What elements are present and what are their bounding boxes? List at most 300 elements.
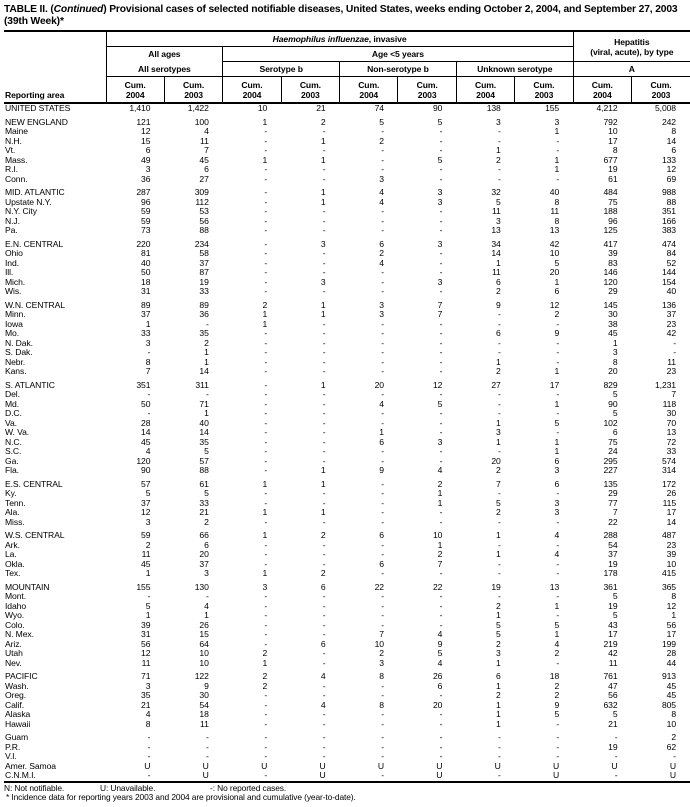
value-cell: - — [439, 215, 443, 226]
value-cell: 178 — [603, 568, 618, 579]
value-cell: - — [381, 478, 384, 489]
value-cell: - — [381, 751, 384, 762]
table-row — [4, 287, 690, 297]
value-cell: - — [147, 591, 151, 602]
value-cell: - — [381, 591, 384, 602]
value-cell: 17 — [608, 629, 618, 640]
value-cell: 6 — [612, 427, 618, 438]
value-cell: 805 — [661, 699, 676, 710]
notifiable-diseases-table — [4, 30, 690, 783]
value-cell: 383 — [661, 225, 676, 236]
value-cell: 2 — [554, 690, 560, 701]
value-cell: 33 — [199, 497, 209, 508]
table-row — [4, 226, 690, 236]
value-cell: - — [264, 145, 268, 156]
value-cell: 4 — [379, 398, 384, 409]
value-cell: 3 — [379, 299, 384, 310]
reporting-area-cell: P.R. — [5, 741, 21, 752]
table-row — [4, 188, 690, 198]
value-cell: 1 — [262, 154, 268, 165]
value-cell: 1 — [496, 417, 501, 428]
reporting-area-cell: Utah — [5, 648, 23, 659]
value-cell: - — [556, 318, 560, 329]
value-cell: 12 — [432, 379, 443, 390]
value-cell: - — [556, 347, 560, 358]
value-cell: 2 — [145, 539, 151, 550]
reporting-area-cell: Alaska — [5, 709, 31, 720]
reporting-area-cell: Tex. — [5, 568, 21, 579]
table-row — [4, 268, 690, 278]
value-cell: - — [381, 164, 384, 175]
value-cell: 3 — [379, 657, 384, 668]
reporting-area-cell: D.C. — [5, 408, 22, 419]
value-cell: - — [264, 196, 268, 207]
value-cell: 309 — [194, 187, 209, 198]
value-cell: 4 — [437, 657, 443, 668]
unknown-serotype-header: Unknown serotype — [456, 62, 573, 77]
value-cell: 3 — [320, 276, 326, 287]
value-cell: - — [439, 328, 443, 339]
value-cell: 133 — [661, 154, 676, 165]
value-cell: 1 — [496, 709, 501, 720]
value-cell: 14 — [666, 516, 676, 527]
value-cell: 2 — [496, 366, 501, 377]
value-cell: - — [322, 718, 326, 729]
value-cell: 11 — [492, 267, 501, 278]
value-cell: - — [264, 347, 268, 358]
value-cell: 8 — [671, 709, 676, 720]
value-cell: 3 — [145, 680, 151, 691]
value-cell: 1 — [320, 196, 326, 207]
value-cell: - — [497, 568, 501, 579]
value-cell: 20 — [608, 366, 618, 377]
value-cell: 88 — [666, 196, 676, 207]
value-cell: 761 — [603, 671, 618, 682]
value-cell: 5 — [554, 257, 560, 268]
reporting-area-cell: Kans. — [5, 366, 27, 377]
value-cell: - — [322, 427, 326, 438]
value-cell: 3 — [496, 648, 501, 659]
value-cell: 28 — [666, 648, 676, 659]
value-cell: - — [556, 732, 560, 743]
value-cell: - — [381, 318, 384, 329]
value-cell: 27 — [491, 379, 501, 390]
value-cell: - — [322, 436, 326, 447]
value-cell: 295 — [603, 455, 618, 466]
table-row — [4, 367, 690, 377]
value-cell: 632 — [603, 699, 618, 710]
value-cell: 188 — [603, 206, 618, 217]
value-cell: 20 — [199, 549, 209, 560]
cum-2004-header: Cum. 2004 — [573, 77, 631, 104]
value-cell: - — [673, 751, 676, 762]
value-cell: 1 — [320, 465, 326, 476]
value-cell: 14 — [666, 135, 676, 146]
cum-2004-header: Cum. 2004 — [340, 77, 398, 104]
value-cell: 2 — [437, 549, 443, 560]
value-cell: 8 — [554, 215, 560, 226]
value-cell: - — [206, 741, 209, 752]
value-cell: 1 — [262, 478, 268, 489]
value-cell: 1 — [496, 610, 501, 621]
value-cell: 219 — [603, 638, 618, 649]
cum-2003-header: Cum. 2003 — [515, 77, 573, 104]
value-cell: 15 — [141, 135, 151, 146]
table-row — [4, 560, 690, 570]
value-cell: 220 — [136, 238, 151, 249]
value-cell: - — [381, 718, 384, 729]
table-row — [4, 329, 690, 339]
reporting-area-cell: N.J. — [5, 215, 20, 226]
value-cell: 39 — [666, 549, 676, 560]
value-cell: U — [494, 760, 501, 771]
reporting-area-cell: E.N. CENTRAL — [5, 238, 64, 249]
value-cell: 34 — [491, 238, 501, 249]
value-cell: - — [439, 173, 443, 184]
value-cell: - — [206, 318, 209, 329]
value-cell: 28 — [141, 417, 151, 428]
value-cell: 1 — [204, 408, 209, 419]
value-cell: - — [381, 497, 384, 508]
value-cell: 115 — [662, 497, 676, 508]
reporting-area-cell: Mo. — [5, 328, 20, 339]
value-cell: 73 — [141, 225, 151, 236]
value-cell: 19 — [608, 558, 618, 569]
value-cell: - — [381, 328, 384, 339]
value-cell: - — [497, 389, 501, 400]
table-row — [4, 320, 690, 330]
value-cell: - — [381, 690, 384, 701]
reporting-area-cell: S.C. — [5, 446, 22, 457]
reporting-area-cell: Ariz. — [5, 638, 22, 649]
value-cell: 17 — [666, 629, 676, 640]
value-cell: 9 — [204, 680, 209, 691]
value-cell: - — [264, 408, 268, 419]
value-cell: 10 — [666, 558, 676, 569]
value-cell: 12 — [549, 299, 560, 310]
value-cell: - — [264, 741, 268, 752]
value-cell: - — [439, 135, 443, 146]
value-cell: 677 — [603, 154, 618, 165]
value-cell: 6 — [379, 530, 384, 541]
table-row — [4, 630, 690, 640]
value-cell: 351 — [661, 206, 676, 217]
value-cell: 54 — [608, 539, 618, 550]
value-cell: - — [264, 600, 268, 611]
value-cell: - — [381, 488, 384, 499]
value-cell: - — [497, 164, 501, 175]
value-cell: 144 — [661, 267, 676, 278]
reporting-area-cell: Wash. — [5, 680, 29, 691]
value-cell: 6 — [554, 478, 560, 489]
reporting-area-cell: Ky. — [5, 488, 17, 499]
value-cell: - — [556, 751, 560, 762]
value-cell: 8 — [145, 718, 151, 729]
value-cell: 7 — [671, 389, 676, 400]
value-cell: - — [439, 366, 443, 377]
value-cell: 4 — [204, 126, 209, 137]
value-cell: 4 — [554, 638, 560, 649]
value-cell: - — [381, 154, 384, 165]
value-cell: - — [206, 732, 209, 743]
value-cell: 42 — [666, 328, 676, 339]
value-cell: - — [556, 558, 560, 569]
value-cell: 7 — [379, 629, 384, 640]
value-cell: 135 — [603, 478, 618, 489]
value-cell: 122 — [194, 671, 209, 682]
value-cell: 1 — [496, 549, 501, 560]
value-cell: 3 — [554, 507, 560, 518]
value-cell: 121 — [136, 116, 151, 127]
value-cell: - — [264, 455, 268, 466]
value-cell: - — [497, 337, 501, 348]
value-cell: 12 — [141, 507, 151, 518]
value-cell: 1 — [671, 610, 676, 621]
reporting-area-cell: C.N.M.I. — [4, 771, 106, 782]
value-cell: 1 — [554, 154, 560, 165]
value-cell: 13 — [549, 581, 560, 592]
value-cell: - — [322, 286, 326, 297]
value-cell: 4 — [437, 465, 443, 476]
value-cell: 6 — [496, 328, 501, 339]
table-body — [4, 103, 690, 782]
table-row — [4, 682, 690, 692]
value-cell: 120 — [136, 455, 151, 466]
value-cell: 3 — [145, 516, 151, 527]
value-cell: 1 — [554, 446, 560, 457]
value-cell: - — [264, 398, 268, 409]
value-cell: 12 — [141, 648, 151, 659]
value-cell: U — [436, 760, 443, 771]
value-cell: 18 — [141, 276, 151, 287]
value-cell: - — [381, 446, 384, 457]
reporting-area-cell: Pa. — [5, 225, 18, 236]
value-cell: 81 — [141, 248, 151, 259]
value-cell: - — [439, 455, 443, 466]
value-cell: 6 — [204, 164, 209, 175]
value-cell: 4 — [437, 629, 443, 640]
value-cell: - — [322, 389, 326, 400]
value-cell: - — [264, 497, 268, 508]
table-row — [4, 583, 690, 593]
value-cell: 19 — [608, 600, 618, 611]
hepatitis-a-header: A — [573, 62, 690, 77]
value-cell: 4,212 — [596, 103, 618, 114]
value-cell: 130 — [194, 581, 209, 592]
value-cell: 7 — [496, 478, 501, 489]
value-cell: 351 — [136, 379, 151, 390]
reporting-area-cell: NEW ENGLAND — [5, 116, 68, 127]
table-row — [4, 438, 690, 448]
value-cell: - — [322, 610, 326, 621]
value-cell: 3 — [554, 465, 560, 476]
table-row — [4, 602, 690, 612]
value-cell: - — [439, 591, 443, 602]
reporting-area-cell: Ill. — [5, 267, 14, 278]
value-cell: 2 — [320, 530, 326, 541]
table-row — [4, 381, 690, 391]
value-cell: - — [556, 488, 560, 499]
value-cell: 8 — [612, 145, 618, 156]
value-cell: - — [264, 539, 268, 550]
value-cell: - — [381, 619, 384, 630]
value-cell: 3 — [437, 436, 443, 447]
value-cell: - — [439, 257, 443, 268]
value-cell: U — [669, 760, 676, 771]
value-cell: - — [322, 215, 326, 226]
value-cell: 7 — [145, 366, 151, 377]
value-cell: 6 — [320, 581, 326, 592]
value-cell: 5 — [554, 709, 560, 720]
value-cell: U — [515, 771, 573, 782]
value-cell: 19 — [608, 741, 618, 752]
value-cell: 2 — [496, 465, 501, 476]
value-cell: - — [264, 206, 268, 217]
value-cell: 5 — [437, 154, 443, 165]
table-row — [4, 103, 690, 114]
value-cell: 5 — [554, 417, 560, 428]
value-cell: 11 — [141, 657, 151, 668]
value-cell: 5 — [204, 488, 209, 499]
value-cell: - — [381, 389, 384, 400]
value-cell: 1 — [320, 299, 326, 310]
value-cell: 9 — [554, 328, 560, 339]
value-cell: - — [264, 328, 268, 339]
value-cell: - — [322, 267, 326, 278]
table-row — [4, 762, 690, 772]
value-cell: 118 — [662, 398, 676, 409]
table-row — [4, 447, 690, 457]
value-cell: - — [322, 648, 326, 659]
value-cell: 2 — [496, 638, 501, 649]
value-cell: 40 — [549, 187, 560, 198]
value-cell: 2 — [379, 135, 384, 146]
value-cell: 3 — [437, 196, 443, 207]
value-cell: - — [264, 699, 268, 710]
reporting-area-cell: V.I. — [5, 751, 17, 762]
value-cell: - — [264, 446, 268, 457]
value-cell: 1 — [320, 187, 326, 198]
value-cell: 45 — [141, 436, 151, 447]
value-cell: - — [556, 568, 560, 579]
value-cell: - — [322, 398, 326, 409]
value-cell: - — [322, 347, 326, 358]
value-cell: 3 — [204, 568, 209, 579]
value-cell: 7 — [437, 309, 443, 320]
value-cell: 20 — [374, 379, 384, 390]
serotype-b-header: Serotype b — [223, 62, 340, 77]
value-cell: 36 — [141, 173, 151, 184]
value-cell: 5 — [612, 389, 618, 400]
value-cell: 5 — [437, 398, 443, 409]
value-cell: - — [264, 173, 268, 184]
all-serotypes-header: All serotypes — [106, 62, 223, 77]
value-cell: 11 — [492, 206, 501, 217]
value-cell: 5 — [204, 446, 209, 457]
reporting-area-cell: Ind. — [5, 257, 19, 268]
value-cell: - — [439, 709, 443, 720]
reporting-area-cell: Tenn. — [5, 497, 26, 508]
reporting-area-cell: S. Dak. — [5, 347, 33, 358]
value-cell: 39 — [141, 619, 151, 630]
value-cell: U — [611, 760, 618, 771]
value-cell: - — [381, 417, 384, 428]
value-cell: 30 — [666, 408, 676, 419]
cum-2004-header: Cum. 2004 — [223, 77, 281, 104]
table-row — [4, 310, 690, 320]
value-cell: U — [319, 760, 326, 771]
value-cell: - — [439, 389, 443, 400]
cum-2004-header: Cum. 2004 — [456, 77, 514, 104]
value-cell: 89 — [199, 299, 209, 310]
value-cell: - — [322, 549, 326, 560]
value-cell: 14 — [491, 248, 501, 259]
value-cell: 2 — [671, 732, 676, 743]
value-cell: 1 — [496, 530, 501, 541]
value-cell: 10 — [432, 530, 443, 541]
cum-2003-header: Cum. 2003 — [281, 77, 339, 104]
value-cell: 32 — [491, 187, 501, 198]
value-cell: 14 — [199, 427, 209, 438]
reporting-area-cell: Va. — [5, 417, 17, 428]
value-cell: 10 — [199, 648, 209, 659]
value-cell: - — [322, 206, 326, 217]
value-cell: - — [556, 657, 560, 668]
value-cell: - — [264, 267, 268, 278]
value-cell: 8 — [671, 591, 676, 602]
table-row — [4, 240, 690, 250]
value-cell: U — [377, 760, 384, 771]
value-cell: - — [206, 591, 209, 602]
value-cell: 19 — [491, 581, 501, 592]
value-cell: - — [322, 126, 326, 137]
value-cell: 43 — [608, 619, 618, 630]
value-cell: 5 — [496, 196, 501, 207]
value-cell: 487 — [661, 530, 676, 541]
reporting-area-cell: Conn. — [5, 173, 28, 184]
value-cell: - — [206, 751, 209, 762]
table-row — [4, 611, 690, 621]
value-cell: - — [264, 417, 268, 428]
value-cell: - — [673, 337, 676, 348]
value-cell: - — [439, 619, 443, 630]
value-cell: - — [264, 516, 268, 527]
value-cell: 8 — [379, 699, 384, 710]
value-cell: - — [381, 126, 384, 137]
reporting-area-cell: PACIFIC — [5, 671, 38, 682]
value-cell: - — [264, 591, 268, 602]
value-cell: 2 — [320, 116, 326, 127]
value-cell: 57 — [199, 455, 209, 466]
value-cell: 125 — [603, 225, 618, 236]
table-row — [4, 518, 690, 528]
value-cell: - — [322, 455, 326, 466]
value-cell: 10 — [257, 103, 268, 114]
value-cell: - — [381, 680, 384, 691]
value-cell: - — [264, 638, 268, 649]
value-cell: - — [322, 257, 326, 268]
value-cell: - — [556, 356, 560, 367]
value-cell: 415 — [661, 568, 676, 579]
value-cell: 484 — [603, 187, 618, 198]
value-cell: - — [322, 417, 326, 428]
value-cell: - — [381, 366, 384, 377]
value-cell: 56 — [608, 690, 618, 701]
value-cell: 42 — [549, 238, 560, 249]
reporting-area-cell: Ark. — [5, 539, 20, 550]
value-cell: 21 — [608, 718, 618, 729]
value-cell: - — [381, 337, 384, 348]
